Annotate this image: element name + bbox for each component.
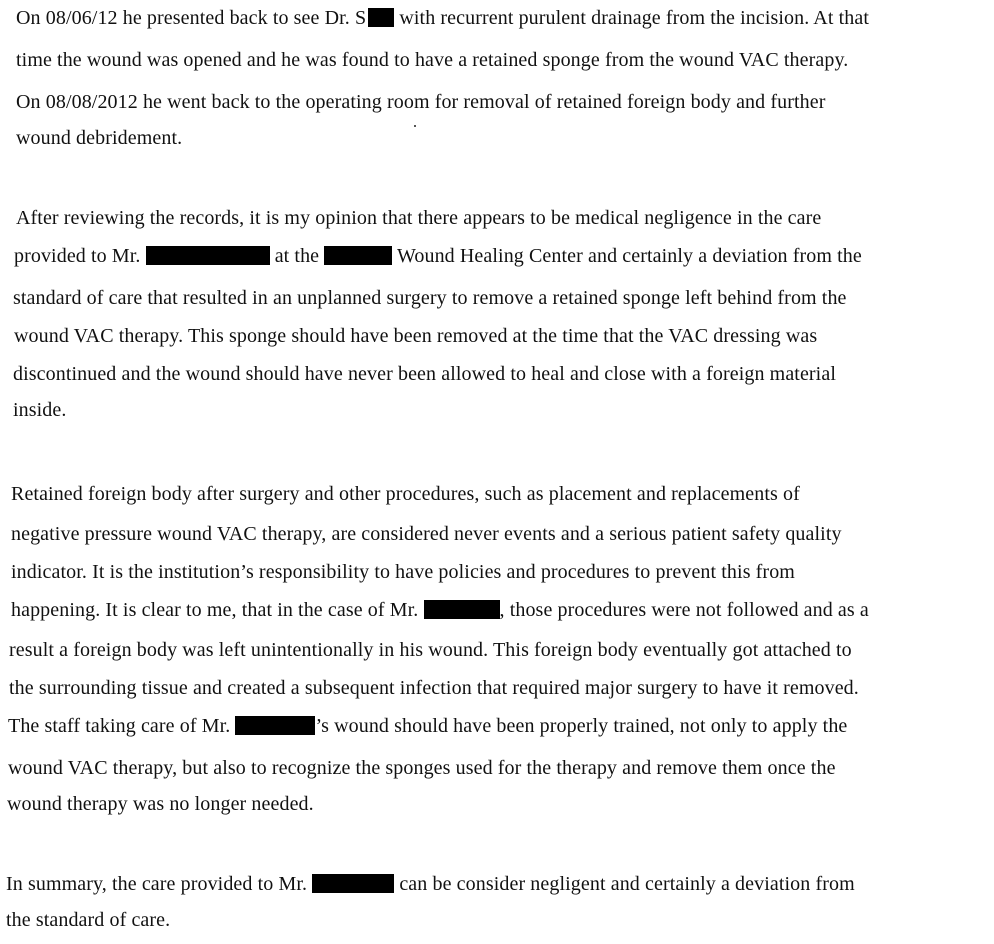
paragraph-3-line-9: [7, 792, 314, 816]
text-segment: Retained foreign body after surgery and other procedures, such as placement and replacements of: [11, 483, 800, 505]
text-segment: the standard of care.: [6, 909, 171, 931]
text-segment: at the: [269, 245, 325, 267]
paragraph-4-line-1: [6, 872, 855, 896]
paragraph-1-line-2: [16, 48, 848, 72]
text-segment: time the wound was opened and he was found to have a retained sponge from the wound VAC therapy.: [16, 49, 849, 71]
text-segment: wound therapy was no longer needed.: [7, 793, 314, 815]
text-segment: On 08/06/12 he presented back to see Dr. S: [16, 7, 367, 29]
text-segment: indicator. It is the institution’s responsibility to have policies and procedures to prevent this from: [11, 561, 795, 583]
paragraph-3-line-5: [9, 638, 852, 662]
redaction-bar: [368, 8, 394, 27]
paragraph-4-line-2: [6, 908, 170, 932]
text-segment: wound VAC therapy, but also to recognize the sponges used for the therapy and remove them once the: [8, 757, 836, 779]
redaction-bar: [424, 600, 500, 619]
paragraph-2-line-4: [14, 324, 817, 348]
paragraph-1-line-3: [16, 90, 825, 114]
text-segment: inside.: [13, 399, 67, 421]
text-segment: wound VAC therapy. This sponge should have been removed at the time that the VAC dressing was: [14, 325, 818, 347]
text-segment: happening. It is clear to me, that in the case of Mr.: [11, 599, 424, 621]
paragraph-1-line-4: [16, 126, 182, 150]
redaction-bar: [235, 716, 315, 735]
text-segment: standard of care that resulted in an unplanned surgery to remove a retained sponge left behind from the: [13, 287, 847, 309]
text-segment: the surrounding tissue and created a subsequent infection that required major surgery to have it removed.: [9, 677, 859, 699]
text-segment: provided to Mr.: [14, 245, 146, 267]
text-segment: ’s wound should have been properly trained, not only to apply the: [315, 715, 848, 737]
paragraph-2-line-3: [13, 286, 847, 310]
text-segment: can be consider negligent and certainly a deviation from: [394, 873, 855, 895]
text-segment: wound debridement.: [16, 127, 183, 149]
redaction-bar: [312, 874, 394, 893]
paragraph-1-line-1: [16, 6, 978, 30]
paragraph-2-line-6: [13, 398, 66, 422]
text-segment: On 08/08/2012 he went back to the operating room for removal of retained foreign body and further: [16, 91, 826, 113]
paragraph-3-line-3: [11, 560, 795, 584]
text-segment: negative pressure wound VAC therapy, are considered never events and a serious patient safety quality: [11, 523, 842, 545]
text-segment: , those procedures were not followed and as a: [499, 599, 869, 621]
text-segment: In summary, the care provided to Mr.: [6, 873, 313, 895]
redaction-bar: [324, 246, 392, 265]
text-segment: After reviewing the records, it is my opinion that there appears to be medical negligence in the care: [16, 207, 822, 229]
paragraph-3-line-2: [11, 522, 842, 546]
text-segment: with recurrent purulent drainage from the incision. At that: [394, 7, 869, 29]
scan-speck: [414, 125, 416, 127]
paragraph-3-line-6: [9, 676, 859, 700]
redaction-bar: [146, 246, 270, 265]
paragraph-3-line-1: [11, 482, 800, 506]
text-segment: discontinued and the wound should have never been allowed to heal and close with a foreign material: [13, 363, 836, 385]
paragraph-3-line-8: [8, 756, 836, 780]
text-segment: result a foreign body was left unintentionally in his wound. This foreign body eventually got attached to: [9, 639, 852, 661]
paragraph-2-line-5: [13, 362, 836, 386]
text-segment: The staff taking care of Mr.: [8, 715, 236, 737]
paragraph-3-line-4: [11, 598, 869, 622]
text-segment: Wound Healing Center and certainly a deviation from the: [392, 245, 862, 267]
paragraph-2-line-1: [16, 206, 821, 230]
paragraph-2-line-2: [14, 244, 862, 268]
paragraph-3-line-7: [8, 714, 847, 738]
